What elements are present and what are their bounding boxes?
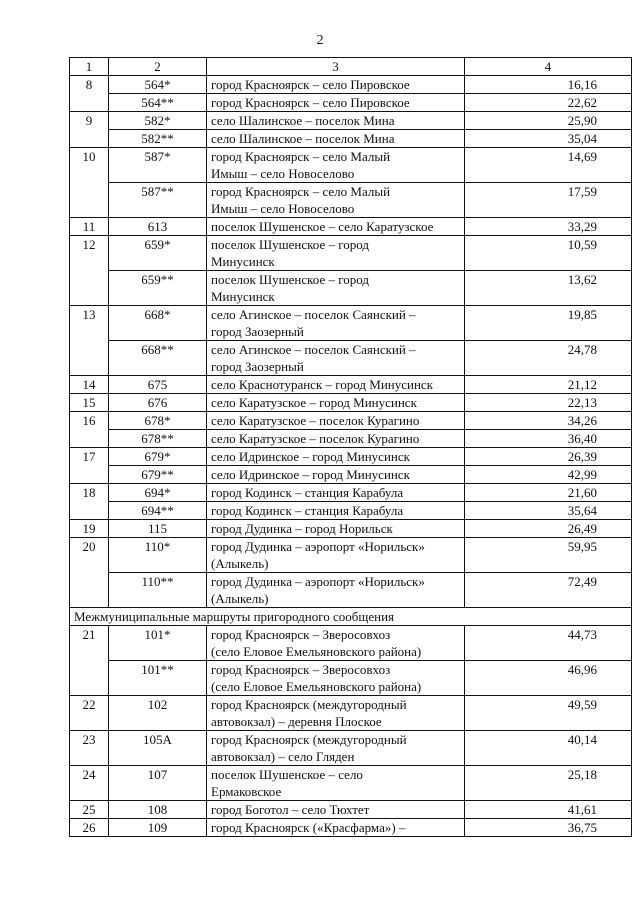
table-row	[70, 236, 632, 271]
table-row	[70, 502, 632, 520]
table-row	[70, 484, 632, 502]
column-header-4: 4	[465, 58, 632, 76]
routes-table-body	[70, 58, 632, 837]
route-name	[207, 94, 465, 112]
route-value: 25,90	[465, 112, 632, 130]
route-name-line: город Дудинка – аэропорт «Норильск»	[211, 574, 425, 589]
route-code: 659**	[109, 271, 207, 306]
table-row	[70, 183, 632, 218]
route-code: 678*	[109, 412, 207, 430]
route-name-line: село Каратузское – город Минусинск	[211, 395, 417, 410]
route-code: 678**	[109, 430, 207, 448]
route-name	[207, 271, 465, 306]
route-value: 41,61	[465, 801, 632, 819]
table-row	[70, 466, 632, 484]
route-name	[207, 538, 465, 573]
route-name-line: город Кодинск – станция Карабула	[211, 503, 404, 518]
route-value: 26,49	[465, 520, 632, 538]
route-name-line: город Красноярск (междугородный	[211, 697, 407, 712]
route-code: 564*	[109, 76, 207, 94]
header-row	[70, 58, 632, 76]
route-name-line: город Красноярск – село Малый	[211, 184, 391, 199]
table-row	[70, 112, 632, 130]
table-row	[70, 148, 632, 183]
route-name-line: город Красноярск – село Пировское	[211, 95, 410, 110]
route-name-line: село Идринское – город Минусинск	[211, 467, 410, 482]
route-number: 13	[70, 306, 109, 376]
route-number: 10	[70, 148, 109, 218]
route-number: 8	[70, 76, 109, 112]
route-value: 36,40	[465, 430, 632, 448]
route-value: 25,18	[465, 766, 632, 801]
route-name-line: город Красноярск – село Малый	[211, 149, 391, 164]
route-code: 564**	[109, 94, 207, 112]
table-row	[70, 412, 632, 430]
route-name-line: город Красноярск («Красфарма») –	[211, 820, 406, 835]
section-row	[70, 608, 632, 626]
route-code: 582**	[109, 130, 207, 148]
route-code: 582*	[109, 112, 207, 130]
route-name-line: село Агинское – поселок Саянский –	[211, 342, 416, 357]
route-name	[207, 731, 465, 766]
table-row	[70, 573, 632, 608]
route-number: 24	[70, 766, 109, 801]
table-row	[70, 766, 632, 801]
route-name-line: автовокзал) – деревня Плоское	[211, 714, 382, 729]
route-name	[207, 696, 465, 731]
route-name	[207, 766, 465, 801]
route-value: 49,59	[465, 696, 632, 731]
route-name	[207, 376, 465, 394]
route-name-line: поселок Шушенское – город	[211, 237, 369, 252]
route-name-line: село Идринское – город Минусинск	[211, 449, 410, 464]
route-code: 110**	[109, 573, 207, 608]
route-name-line: село Краснотуранск – город Минусинск	[211, 377, 433, 392]
route-value: 22,62	[465, 94, 632, 112]
route-name	[207, 394, 465, 412]
route-value: 17,59	[465, 183, 632, 218]
table-row	[70, 661, 632, 696]
table-row	[70, 731, 632, 766]
section-title: Межмуниципальные маршруты пригородного сообщения	[70, 608, 632, 626]
route-value: 19,85	[465, 306, 632, 341]
route-name	[207, 112, 465, 130]
table-row	[70, 218, 632, 236]
route-value: 35,64	[465, 502, 632, 520]
table-row	[70, 520, 632, 538]
route-number: 18	[70, 484, 109, 520]
route-number: 21	[70, 626, 109, 696]
route-name	[207, 218, 465, 236]
route-name	[207, 520, 465, 538]
route-code: 694**	[109, 502, 207, 520]
route-number: 9	[70, 112, 109, 148]
route-name-line: город Красноярск – Зверосовхоз	[211, 627, 391, 642]
route-name	[207, 819, 465, 837]
route-name-line: (село Еловое Емельяновского района)	[211, 644, 422, 659]
table-row	[70, 448, 632, 466]
route-number: 16	[70, 412, 109, 448]
route-name	[207, 448, 465, 466]
route-name	[207, 626, 465, 661]
route-name	[207, 341, 465, 376]
routes-table	[69, 57, 632, 837]
route-value: 13,62	[465, 271, 632, 306]
table-row	[70, 430, 632, 448]
route-value: 26,39	[465, 448, 632, 466]
route-name	[207, 76, 465, 94]
route-name	[207, 801, 465, 819]
route-name	[207, 183, 465, 218]
route-name-line: (Алыкель)	[211, 591, 269, 606]
route-code: 613	[109, 218, 207, 236]
page-number: 2	[316, 33, 324, 48]
route-value: 59,95	[465, 538, 632, 573]
table-row	[70, 801, 632, 819]
route-value: 16,16	[465, 76, 632, 94]
table-row	[70, 76, 632, 94]
route-name-line: Имыш – село Новоселово	[211, 201, 355, 216]
route-name-line: (село Еловое Емельяновского района)	[211, 679, 422, 694]
route-name	[207, 661, 465, 696]
route-code: 107	[109, 766, 207, 801]
route-value: 33,29	[465, 218, 632, 236]
table-row	[70, 819, 632, 837]
route-value: 72,49	[465, 573, 632, 608]
route-name-line: Минусинск	[211, 289, 275, 304]
route-value: 14,69	[465, 148, 632, 183]
route-number: 14	[70, 376, 109, 394]
route-value: 21,60	[465, 484, 632, 502]
table-row	[70, 271, 632, 306]
route-name-line: город Заозерный	[211, 359, 304, 374]
route-name-line: город Боготол – село Тюхтет	[211, 802, 370, 817]
route-value: 42,99	[465, 466, 632, 484]
route-name-line: автовокзал) – село Гляден	[211, 749, 355, 764]
route-name-line: город Красноярск – село Пировское	[211, 77, 410, 92]
route-code: 668*	[109, 306, 207, 341]
route-value: 34,26	[465, 412, 632, 430]
route-name-line: Ермаковское	[211, 784, 282, 799]
route-value: 46,96	[465, 661, 632, 696]
route-code: 676	[109, 394, 207, 412]
route-name-line: поселок Шушенское – город	[211, 272, 369, 287]
route-name	[207, 236, 465, 271]
route-value: 21,12	[465, 376, 632, 394]
route-name	[207, 466, 465, 484]
route-name-line: город Дудинка – город Норильск	[211, 521, 393, 536]
route-code: 679**	[109, 466, 207, 484]
route-value: 44,73	[465, 626, 632, 661]
route-name-line: Имыш – село Новоселово	[211, 166, 355, 181]
route-code: 105А	[109, 731, 207, 766]
route-number: 15	[70, 394, 109, 412]
table-row	[70, 341, 632, 376]
route-name-line: село Шалинское – поселок Мина	[211, 131, 395, 146]
route-name	[207, 573, 465, 608]
route-number: 11	[70, 218, 109, 236]
route-code: 115	[109, 520, 207, 538]
table-row	[70, 696, 632, 731]
route-name-line: (Алыкель)	[211, 556, 269, 571]
route-value: 35,04	[465, 130, 632, 148]
table-row	[70, 130, 632, 148]
route-number: 26	[70, 819, 109, 837]
route-name-line: село Каратузское – поселок Курагино	[211, 431, 420, 446]
route-name	[207, 130, 465, 148]
table-row	[70, 538, 632, 573]
route-value: 22,13	[465, 394, 632, 412]
route-code: 101**	[109, 661, 207, 696]
route-number: 23	[70, 731, 109, 766]
route-number: 20	[70, 538, 109, 608]
table-row	[70, 376, 632, 394]
table-row	[70, 626, 632, 661]
route-code: 679*	[109, 448, 207, 466]
column-header-3: 3	[207, 58, 465, 76]
route-code: 659*	[109, 236, 207, 271]
route-code: 675	[109, 376, 207, 394]
route-name-line: село Агинское – поселок Саянский –	[211, 307, 416, 322]
route-code: 102	[109, 696, 207, 731]
route-number: 17	[70, 448, 109, 484]
route-name-line: город Дудинка – аэропорт «Норильск»	[211, 539, 425, 554]
route-code: 109	[109, 819, 207, 837]
route-code: 694*	[109, 484, 207, 502]
route-name	[207, 484, 465, 502]
route-name-line: Минусинск	[211, 254, 275, 269]
table-row	[70, 94, 632, 112]
table-row	[70, 394, 632, 412]
route-value: 10,59	[465, 236, 632, 271]
route-name-line: город Кодинск – станция Карабула	[211, 485, 404, 500]
route-name-line: село Каратузское – поселок Курагино	[211, 413, 420, 428]
route-value: 36,75	[465, 819, 632, 837]
route-number: 19	[70, 520, 109, 538]
route-name	[207, 502, 465, 520]
route-number: 22	[70, 696, 109, 731]
route-code: 101*	[109, 626, 207, 661]
column-header-1: 1	[70, 58, 109, 76]
route-value: 24,78	[465, 341, 632, 376]
route-code: 668**	[109, 341, 207, 376]
column-header-2: 2	[109, 58, 207, 76]
route-code: 108	[109, 801, 207, 819]
route-name-line: город Красноярск (междугородный	[211, 732, 407, 747]
route-name-line: поселок Шушенское – село	[211, 767, 363, 782]
route-name	[207, 148, 465, 183]
route-value: 40,14	[465, 731, 632, 766]
route-number: 25	[70, 801, 109, 819]
table-row	[70, 306, 632, 341]
route-name	[207, 306, 465, 341]
route-number: 12	[70, 236, 109, 306]
route-name-line: село Шалинское – поселок Мина	[211, 113, 395, 128]
route-code: 110*	[109, 538, 207, 573]
route-code: 587**	[109, 183, 207, 218]
route-name-line: город Заозерный	[211, 324, 304, 339]
route-name-line: город Красноярск – Зверосовхоз	[211, 662, 391, 677]
route-name-line: поселок Шушенское – село Каратузское	[211, 219, 434, 234]
route-name	[207, 412, 465, 430]
route-name	[207, 430, 465, 448]
route-code: 587*	[109, 148, 207, 183]
